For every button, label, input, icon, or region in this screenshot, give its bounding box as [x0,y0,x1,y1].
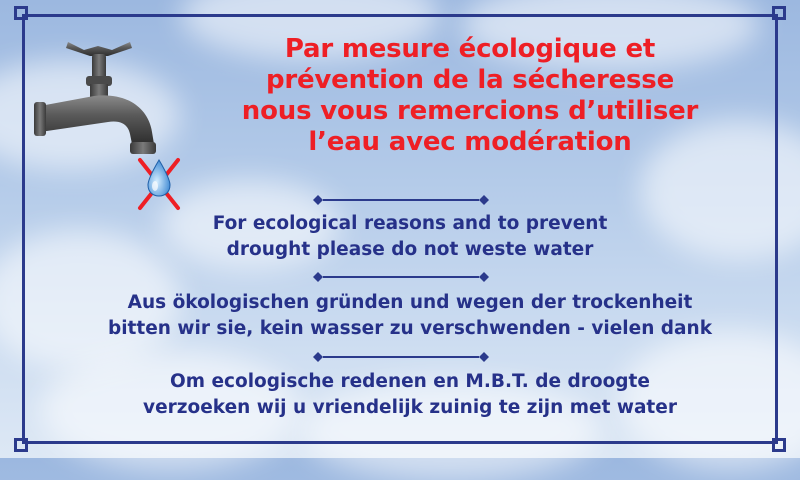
divider [313,195,489,205]
text-english [80,211,740,263]
text-line: Om ecologische redenen en M.B.T. de droogte [170,371,650,392]
frame-corner [14,6,28,20]
headline-line: nous vous remercions d’utiliser [241,96,699,126]
headline-line: prévention de la sécheresse [265,65,675,95]
text-line: verzoeken wij u vriendelijk zuinig te zijn met water [143,397,677,418]
water-drop-icon [146,158,172,198]
text-line: bitten wir sie, kein wasser zu verschwenden - vielen dank [107,318,713,339]
frame-corner [772,6,786,20]
text-german [80,290,740,342]
headline-line: l’eau avec modération [308,127,632,157]
divider [313,272,489,282]
text-line: For ecological reasons and to prevent [212,213,608,234]
divider [313,352,489,362]
text-line: Aus ökologischen gründen und wegen der trockenheit [127,292,693,313]
headline-line: Par mesure écologique et [284,34,656,64]
frame-corner [14,438,28,452]
text-line: drought please do not weste water [226,239,594,260]
frame-corner [772,438,786,452]
headline-french [200,34,740,158]
text-dutch [80,369,740,421]
